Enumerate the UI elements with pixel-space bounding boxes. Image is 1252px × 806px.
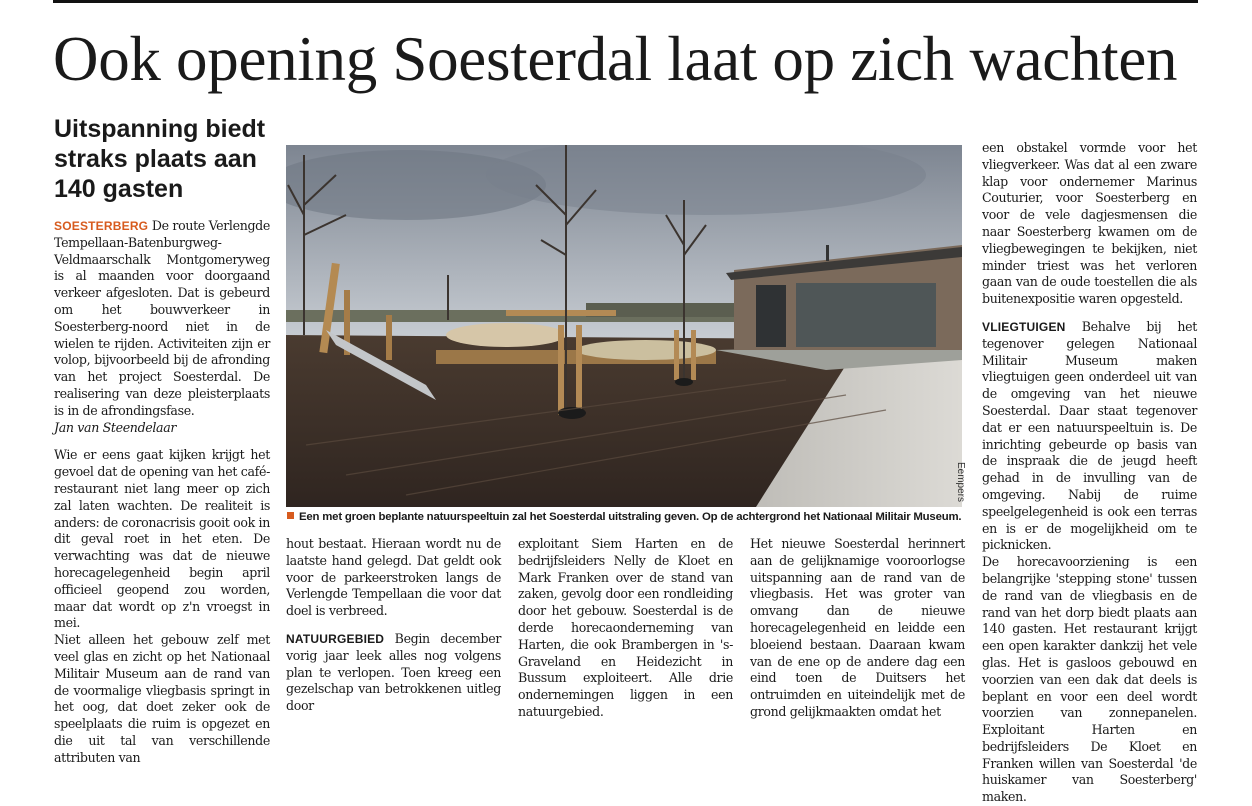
caption-bullet-icon [287,512,294,519]
article-column-3 [518,536,733,721]
body-paragraph: exploitant Siem Harten en de bedrijfsleiders Nelly de Kloet en Mark Franken over de stand van zaken, gevolg door een rondleiding door het gebouw. Soesterdal is de derde horecaonderneming van Harten, die ook Brambergen in 's-Graveland en Heidezicht in Bussum exploiteert. Alle drie ondernemingen liggen in een natuurgebied. [518,536,733,719]
body-paragraph: NATUURGEBIED Begin december vorig jaar leek alles nog volgens plan te verlopen. Toen kreeg een gezelschap van betrokkenen uitleg door [286,630,501,714]
byline: Jan van Steendelaar [54,419,177,435]
body-paragraph: De horecavoorziening is een belangrijke 'stepping stone' tussen de rand van de vliegbasis en de rand van het dorp biedt plaats aan 140 gasten. Het restaurant krijgt een open karakter dankzij het vele glas. Het is gasloos gebouwd en voorzien van een dak dat deels is beplant en voor een deel wordt voorzien van zonnepanelen. Exploitant Harten en bedrijfsleiders De Kloet en Franken willen van Soesterdal 'de huiskamer van Soesterberg' maken. [982,554,1197,805]
photo-credit: Eempers [955,462,966,503]
article-column-4 [750,536,965,721]
article-column-2 [286,536,501,715]
article-column-1 [54,218,270,767]
body-paragraph: Wie er eens gaat kijken krijgt het gevoel dat de opening van het café-restaurant niet lang meer op zich zal laten wachten. De realiteit is anders: de coronacrisis gooit ook in dit geval roet in het eten. De verwachting was dat de nieuwe horecagelegenheid begin april officieel geopend zou worden, maar dat wordt op z'n vroegst in mei. [54,447,270,631]
body-paragraph: een obstakel vormde voor het vliegverkeer. Was dat al een zware klap voor ondernemer Marinus Couturier, voor Soesterberg en voor de vele dagjesmensen die naar Soesterberg kwamen om de vliegbewegingen te bekijken, niet minder triest was het verloren gaan van de oude toestellen die als buitenexpositie waren opgesteld. [982,140,1197,307]
subheadline: Uitspanning biedt straks plaats aan 140 gasten [54,115,266,203]
headline: Ook opening Soesterdal laat op zich wachten [53,24,1178,94]
body-paragraph: Het nieuwe Soesterdal herinnert aan de gelijknamige vooroorlogse uitspanning aan de rand van de vliegbasis. Het was groter van omvang dan de nieuwe horecagelegenheid en leidde een bloeiend bestaan. Daaraan kwam van de ene op de andere dag een eind toen de Duitsers het ontruimden en uiteindelijk met de grond gelijkmaakten omdat het [750,536,965,719]
lead-text: De route Verlengde Tempellaan-Batenburgweg-Veldmaarschalk Montgomeryweg is al maanden voor doorgaand verkeer afgesloten. Dat is gebeurd om het bouwverkeer in Soesterberg-noord niet in de wielen te rijden. Activiteiten zijn er volop, bijvoorbeeld bij de afronding van het project Soesterdal. De realisering van deze pleisterplaats is in de afrondingsfase. [54,218,270,418]
body-paragraph: VLIEGTUIGEN Behalve bij het tegenover gelegen Nationaal Militair Museum maken vliegtuigen geen onderdeel uit van de omgeving van het nieuwe Soesterdal. Daar staat tegenover dat er een natuurspeeltuin is. De inrichting gebeurde op basis van de inspraak die de jeugd heeft gehad in de invulling van de omgeving. Nabij de ruime speelgelegenheid is ook een terras en is er de mogelijkheid om te picknicken. [982,318,1197,553]
lead-paragraph [54,218,270,420]
caption-text: Een met groen beplante natuurspeeltuin zal het Soesterdal uitstraling geven. Op de achtergrond het Nationaal Militair Museum. [299,511,962,523]
body-paragraph: hout bestaat. Hieraan wordt nu de laatste hand gelegd. Dat geldt ook voor de parkeerstroken langs de Verlengde Tempellaan die voor dat doel is verbreed. [286,536,501,619]
section-kicker: VLIEGTUIGEN [982,319,1066,334]
article-photo [286,145,962,507]
article-column-5 [982,140,1197,806]
top-rule [53,0,1198,3]
photo-caption [287,510,963,524]
dateline: SOESTERBERG [54,219,149,233]
section-kicker: NATUURGEBIED [286,631,385,646]
body-paragraph: Niet alleen het gebouw zelf met veel glas en zicht op het Nationaal Militair Museum aan de rand van de voormalige vliegbasis springt in het oog, dat doet zeker ook de speelplaats die ruim is opgezet en die uit tal van verschillende attributen van [54,632,270,765]
